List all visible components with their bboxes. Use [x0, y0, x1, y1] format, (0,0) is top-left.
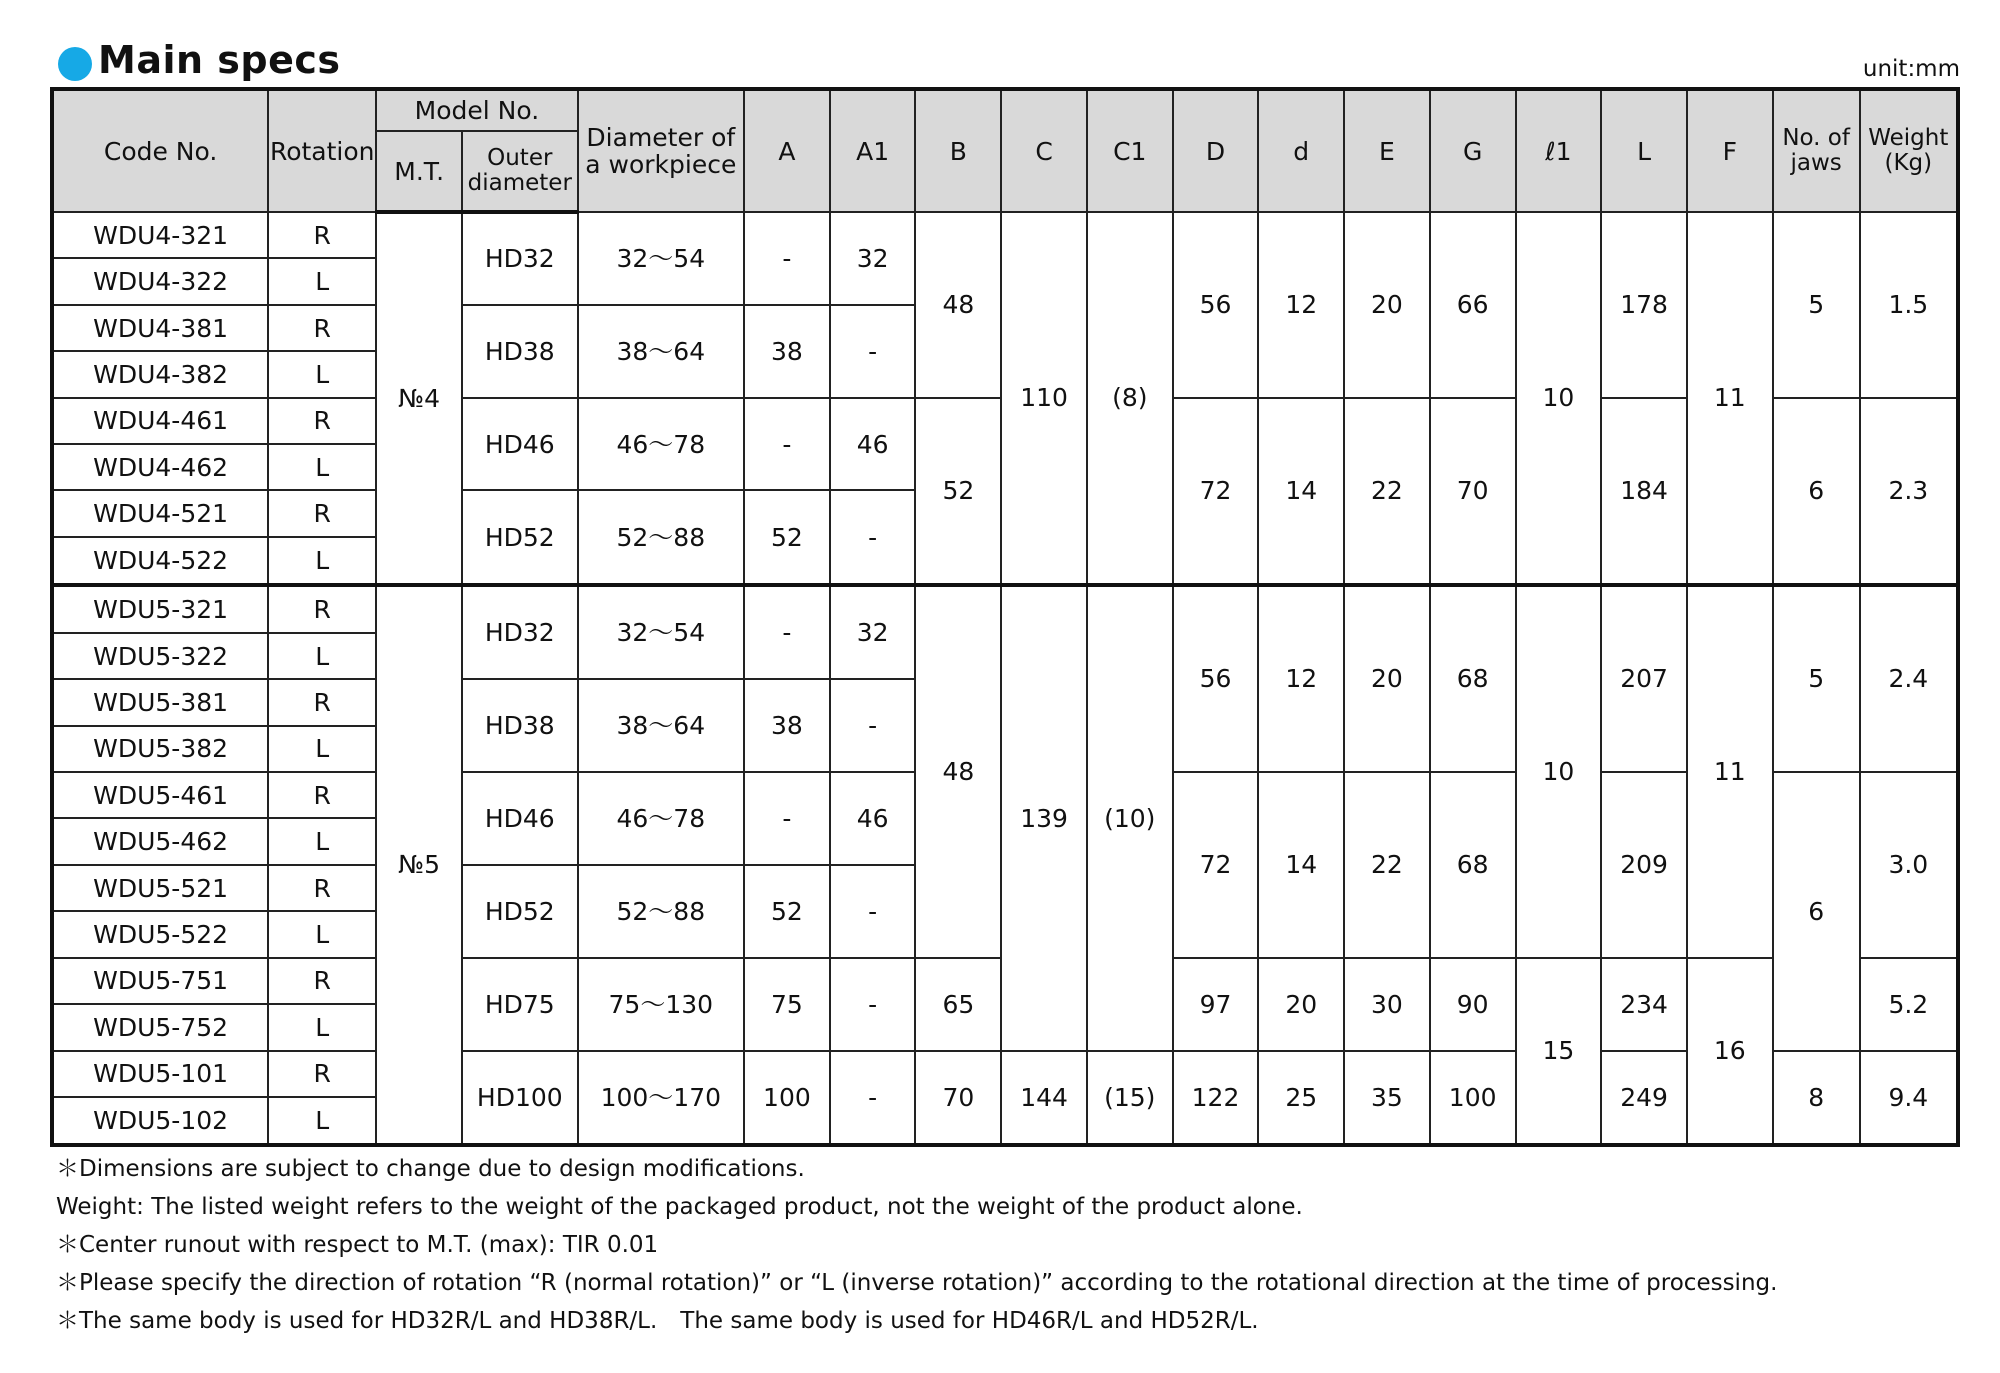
code-cell: WDU5-322	[52, 633, 268, 679]
d-upper-cell: 56	[1173, 585, 1259, 772]
l-cell: 234	[1601, 958, 1687, 1051]
d-lower-cell: 12	[1258, 585, 1344, 772]
blue-circle-bullet-icon	[58, 47, 92, 81]
b-cell: 70	[915, 1051, 1001, 1146]
a1-cell: -	[830, 305, 916, 398]
g-cell: 100	[1430, 1051, 1516, 1146]
note-design-modifications: ＊Dimensions are subject to change due to design modifications.	[56, 1156, 805, 1182]
unit-label: unit:mm	[1862, 56, 1960, 82]
code-cell: WDU4-461	[52, 398, 268, 444]
rotation-cell: L	[268, 537, 376, 585]
g-cell: 68	[1430, 585, 1516, 772]
a1-cell: -	[830, 1051, 916, 1146]
code-cell: WDU4-381	[52, 305, 268, 351]
outer-diameter-cell: HD46	[462, 398, 578, 491]
a-cell: 75	[744, 958, 830, 1051]
code-cell: WDU5-751	[52, 958, 268, 1004]
code-cell: WDU4-521	[52, 490, 268, 536]
d-upper-cell: 56	[1173, 212, 1259, 398]
diameter-range-cell: 46～78	[578, 772, 744, 865]
d-upper-cell: 122	[1173, 1051, 1259, 1146]
d-lower-cell: 25	[1258, 1051, 1344, 1146]
rotation-cell: L	[268, 911, 376, 957]
l1-cell: 15	[1516, 958, 1602, 1145]
outer-diameter-cell: HD52	[462, 490, 578, 584]
code-cell: WDU5-462	[52, 818, 268, 864]
jaws-cell: 5	[1773, 585, 1860, 772]
mt-cell: №4	[376, 212, 462, 585]
l-cell: 209	[1601, 772, 1687, 958]
c-cell: 110	[1001, 212, 1087, 585]
a-cell: -	[744, 585, 830, 679]
a1-cell: -	[830, 679, 916, 772]
weight-cell: 9.4	[1860, 1051, 1958, 1146]
code-cell: WDU5-321	[52, 585, 268, 633]
code-cell: WDU4-522	[52, 537, 268, 585]
section-title: Main specs	[98, 38, 341, 82]
e-cell: 22	[1344, 772, 1430, 958]
d-lower-cell: 14	[1258, 398, 1344, 585]
rotation-cell: L	[268, 818, 376, 864]
c1-cell: (10)	[1087, 585, 1173, 1051]
header-weight: Weight (Kg)	[1860, 89, 1958, 212]
outer-diameter-cell: HD32	[462, 212, 578, 305]
code-cell: WDU5-521	[52, 865, 268, 911]
f-cell: 11	[1687, 585, 1773, 958]
code-cell: WDU5-461	[52, 772, 268, 818]
a-cell: 38	[744, 679, 830, 772]
diameter-range-cell: 32～54	[578, 585, 744, 679]
header-f: F	[1687, 89, 1773, 212]
f-cell: 11	[1687, 212, 1773, 585]
rotation-cell: L	[268, 351, 376, 397]
g-cell: 70	[1430, 398, 1516, 585]
table-row	[52, 212, 1958, 258]
header-c: C	[1001, 89, 1087, 212]
diameter-range-cell: 100～170	[578, 1051, 744, 1146]
note-same-body: ＊The same body is used for HD32R/L and HD38R/L. The same body is used for HD46R/L and HD52R/L.	[56, 1308, 1259, 1334]
rotation-cell: R	[268, 1051, 376, 1097]
header-b: B	[915, 89, 1001, 212]
l-cell: 207	[1601, 585, 1687, 772]
a-cell: 38	[744, 305, 830, 398]
table-row	[52, 585, 1958, 633]
d-lower-cell: 14	[1258, 772, 1344, 958]
header-g: G	[1430, 89, 1516, 212]
note-weight: Weight: The listed weight refers to the weight of the packaged product, not the weight of the product alone.	[56, 1194, 1303, 1220]
a1-cell: -	[830, 958, 916, 1051]
d-upper-cell: 72	[1173, 772, 1259, 958]
g-cell: 68	[1430, 772, 1516, 958]
b-cell: 48	[915, 212, 1001, 398]
table-body	[52, 212, 1958, 1145]
rotation-cell: L	[268, 633, 376, 679]
a-cell: -	[744, 398, 830, 491]
rotation-cell: R	[268, 398, 376, 444]
outer-diameter-cell: HD38	[462, 679, 578, 772]
l1-cell: 10	[1516, 212, 1602, 585]
d-upper-cell: 97	[1173, 958, 1259, 1051]
rotation-cell: R	[268, 772, 376, 818]
main-specs-table	[50, 87, 1960, 1147]
diameter-range-cell: 38～64	[578, 679, 744, 772]
header-c1: C1	[1087, 89, 1173, 212]
b-cell: 52	[915, 398, 1001, 585]
header-e: E	[1344, 89, 1430, 212]
a-cell: 100	[744, 1051, 830, 1146]
outer-diameter-cell: HD32	[462, 585, 578, 679]
e-cell: 30	[1344, 958, 1430, 1051]
rotation-cell: R	[268, 585, 376, 633]
c1-cell: (15)	[1087, 1051, 1173, 1146]
section-header	[56, 40, 1960, 86]
a-cell: -	[744, 212, 830, 305]
outer-diameter-cell: HD38	[462, 305, 578, 398]
c-cell: 144	[1001, 1051, 1087, 1146]
rotation-cell: L	[268, 1097, 376, 1145]
a-cell: 52	[744, 865, 830, 958]
l-cell: 184	[1601, 398, 1687, 585]
d-lower-cell: 12	[1258, 212, 1344, 398]
header-no-of-jaws: No. of jaws	[1773, 89, 1860, 212]
table-header	[52, 89, 1958, 212]
a1-cell: 32	[830, 212, 916, 305]
rotation-cell: R	[268, 958, 376, 1004]
weight-cell: 3.0	[1860, 772, 1958, 958]
table-row	[52, 1051, 1958, 1097]
b-cell: 65	[915, 958, 1001, 1051]
jaws-cell: 5	[1773, 212, 1860, 398]
a1-cell: 46	[830, 398, 916, 491]
diameter-range-cell: 38～64	[578, 305, 744, 398]
jaws-cell: 6	[1773, 772, 1860, 1050]
code-cell: WDU4-321	[52, 212, 268, 258]
jaws-cell: 6	[1773, 398, 1860, 585]
jaws-cell: 8	[1773, 1051, 1860, 1146]
header-a: A	[744, 89, 830, 212]
note-rotation-direction: ＊Please specify the direction of rotation “R (normal rotation)” or “L (inverse rotation)” according to the rotational direction at the time of processing.	[56, 1270, 1778, 1296]
a-cell: 52	[744, 490, 830, 584]
diameter-range-cell: 46～78	[578, 398, 744, 491]
e-cell: 20	[1344, 212, 1430, 398]
header-rotation: Rotation	[268, 89, 376, 212]
weight-cell: 2.4	[1860, 585, 1958, 772]
weight-cell: 1.5	[1860, 212, 1958, 398]
weight-cell: 2.3	[1860, 398, 1958, 585]
code-cell: WDU4-322	[52, 258, 268, 304]
d-lower-cell: 20	[1258, 958, 1344, 1051]
outer-diameter-cell: HD46	[462, 772, 578, 865]
rotation-cell: R	[268, 490, 376, 536]
b-cell: 48	[915, 585, 1001, 958]
a1-cell: -	[830, 865, 916, 958]
f-cell: 16	[1687, 958, 1773, 1145]
diameter-range-cell: 32～54	[578, 212, 744, 305]
l-cell: 249	[1601, 1051, 1687, 1146]
header-diameter-of-workpiece: Diameter of a workpiece	[578, 89, 744, 212]
rotation-cell: L	[268, 258, 376, 304]
a-cell: -	[744, 772, 830, 865]
d-upper-cell: 72	[1173, 398, 1259, 585]
c-cell: 139	[1001, 585, 1087, 1051]
code-cell: WDU5-102	[52, 1097, 268, 1145]
code-cell: WDU5-522	[52, 911, 268, 957]
header-l: L	[1601, 89, 1687, 212]
code-cell: WDU5-101	[52, 1051, 268, 1097]
e-cell: 22	[1344, 398, 1430, 585]
rotation-cell: L	[268, 1004, 376, 1050]
l1-cell: 10	[1516, 585, 1602, 958]
header-mt: M.T.	[376, 131, 462, 212]
diameter-range-cell: 52～88	[578, 490, 744, 584]
c1-cell: (8)	[1087, 212, 1173, 585]
code-cell: WDU5-381	[52, 679, 268, 725]
footnotes	[56, 1150, 1956, 1340]
diameter-range-cell: 52～88	[578, 865, 744, 958]
header-outer-diameter: Outer diameter	[462, 131, 578, 212]
code-cell: WDU5-752	[52, 1004, 268, 1050]
rotation-cell: R	[268, 679, 376, 725]
header-model-no: Model No.	[376, 89, 577, 131]
a1-cell: -	[830, 490, 916, 584]
header-code-no: Code No.	[52, 89, 268, 212]
rotation-cell: R	[268, 212, 376, 258]
header-l1: ℓ1	[1516, 89, 1602, 212]
a1-cell: 46	[830, 772, 916, 865]
rotation-cell: R	[268, 305, 376, 351]
a1-cell: 32	[830, 585, 916, 679]
rotation-cell: L	[268, 444, 376, 490]
e-cell: 20	[1344, 585, 1430, 772]
rotation-cell: L	[268, 726, 376, 772]
header-d-lower: d	[1258, 89, 1344, 212]
l-cell: 178	[1601, 212, 1687, 398]
outer-diameter-cell: HD100	[462, 1051, 578, 1146]
code-cell: WDU5-382	[52, 726, 268, 772]
mt-cell: №5	[376, 585, 462, 1145]
diameter-range-cell: 75～130	[578, 958, 744, 1051]
rotation-cell: R	[268, 865, 376, 911]
weight-cell: 5.2	[1860, 958, 1958, 1051]
e-cell: 35	[1344, 1051, 1430, 1146]
outer-diameter-cell: HD52	[462, 865, 578, 958]
outer-diameter-cell: HD75	[462, 958, 578, 1051]
g-cell: 90	[1430, 958, 1516, 1051]
g-cell: 66	[1430, 212, 1516, 398]
note-center-runout: ＊Center runout with respect to M.T. (max): TIR 0.01	[56, 1232, 659, 1258]
code-cell: WDU4-462	[52, 444, 268, 490]
code-cell: WDU4-382	[52, 351, 268, 397]
header-d-upper: D	[1173, 89, 1259, 212]
header-a1: A1	[830, 89, 916, 212]
